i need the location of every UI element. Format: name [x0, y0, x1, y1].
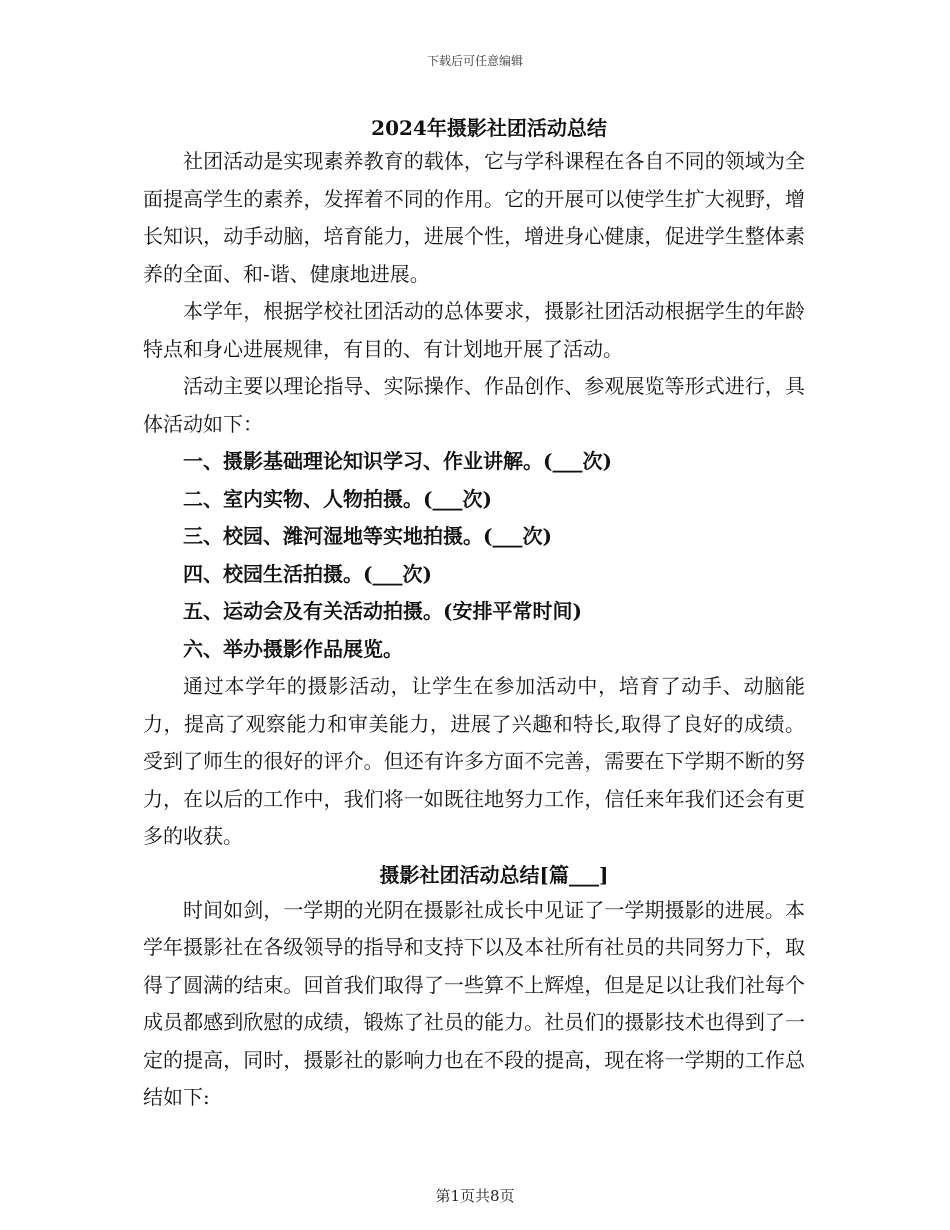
- activity-item: 三、校园、潍河湿地等实地拍摄。(___次): [183, 524, 552, 548]
- activity-item: 五、运动会及有关活动拍摄。(安排平常时间): [183, 599, 582, 623]
- section-title: 摄影社团活动总结[篇___]: [379, 862, 609, 887]
- section-paragraph: 时间如剑，一学期的光阴在摄影社成长中见证了一学期摄影的进展。本学年摄影社在各级领导的指导和支持下以及本社所有社员的共同努力下，取得了圆满的结束。回首我们取得了一些算不上辉煌，但是足以让我们社每个成员都感到欣慰的成绩，锻炼了社员的能力。社员们的摄影技术也得到了一定的提高，同时，摄影社的影响力也在不段的提高，现在将一学期的工作总结如下:: [143, 897, 805, 1109]
- document-title: 2024年摄影社团活动总结: [371, 116, 607, 140]
- activity-item: 四、校园生活拍摄。(___次): [183, 561, 432, 586]
- activity-item: 二、室内实物、人物拍摄。(___次): [183, 486, 492, 511]
- intro-paragraph: 社团活动是实现素养教育的载体，它与学科课程在各自不同的领域为全面提高学生的素养，发挥着不同的作用。它的开展可以使学生扩大视野，增长知识，动手动脑，培育能力，进展个性，增进身心健康，促进学生整体素养的全面、和-谐、健康地进展。: [143, 149, 805, 286]
- intro-paragraph: 活动主要以理论指导、实际操作、作品创作、参观展览等形式进行，具体活动如下：: [143, 374, 805, 436]
- page-header-note: 下载后可任意编辑: [426, 54, 523, 68]
- summary-paragraph: 通过本学年的摄影活动，让学生在参加活动中，培育了动手、动脑能力，提高了观察能力和审美能力，进展了兴趣和特长,取得了良好的成绩。受到了师生的很好的评介。但还有许多方面不完善，需要在下学期不断的努力，在以后的工作中，我们将一如既往地努力工作，信任来年我们还会有更多的收获。: [143, 674, 805, 848]
- activity-item: 一、摄影基础理论知识学习、作业讲解。(___次): [183, 449, 612, 473]
- page-number: 第1页共8页: [435, 1187, 515, 1205]
- document-body: [143, 113, 805, 1117]
- intro-paragraph: 本学年，根据学校社团活动的总体要求，摄影社团活动根据学生的年龄特点和身心进展规律，有目的、有计划地开展了活动。: [143, 299, 805, 361]
- activity-item: 六、举办摄影作品展览。: [183, 636, 403, 661]
